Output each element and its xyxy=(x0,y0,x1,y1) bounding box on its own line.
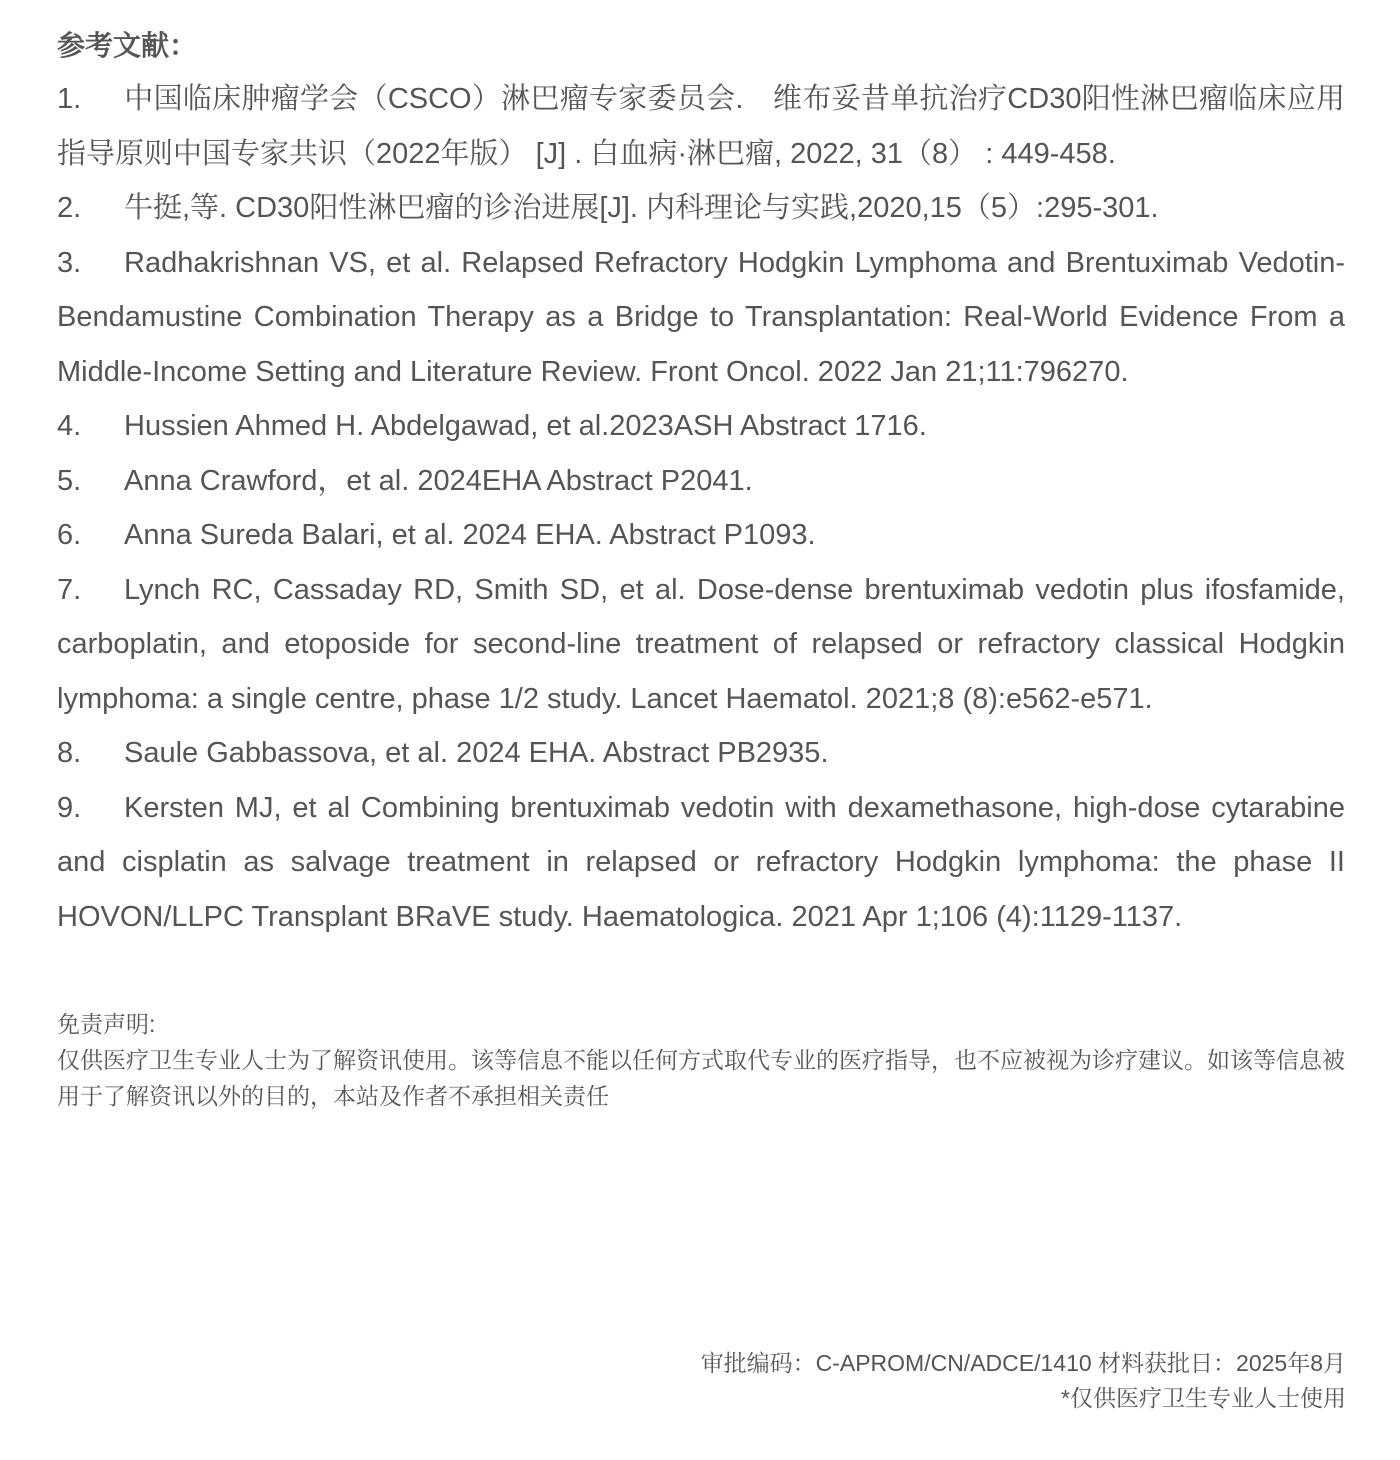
reference-item-5 xyxy=(57,454,1345,509)
reference-text: Kersten MJ, et al Combining brentuximab vedotin with dexamethasone, high-dose cytarabine and cisplatin as salvage treatment in relapsed or refractory Hodgkin lymphoma: the phase II HOVON/LLPC Transplant BRaVE study. Haematologica. 2021 Apr 1;106 (4):1129-1137. xyxy=(57,791,1345,933)
disclaimer-title: 免责声明: xyxy=(57,1011,156,1037)
reference-number: 3. xyxy=(57,246,82,279)
reference-text: Anna Sureda Balari, et al. 2024 EHA. Abstract P1093. xyxy=(124,519,816,551)
reference-text: Hussien Ahmed H. Abdelgawad, et al.2023ASH Abstract 1716. xyxy=(124,410,927,442)
approval-code: 审批编码：C-APROM/CN/ADCE/1410 材料获批日：2025年8月 xyxy=(700,1350,1346,1376)
reference-number: 1. xyxy=(57,83,82,115)
footer xyxy=(701,1346,1346,1416)
disclaimer-body: 仅供医疗卫生专业人士为了解资讯使用。该等信息不能以任何方式取代专业的医疗指导，也不应被视为诊疗建议。如该等信息被用于了解资讯以外的目的，本站及作者不承担相关责任 xyxy=(57,1047,1345,1109)
reference-list xyxy=(57,72,1345,944)
reference-text: Saule Gabbassova, et al. 2024 EHA. Abstract PB2935. xyxy=(124,737,829,769)
reference-text: 牛挺,等. CD30阳性淋巴瘤的诊治进展[J]. 内科理论与实践,2020,15（5）:295-301. xyxy=(124,192,1159,224)
disclaimer-section xyxy=(57,1006,1345,1114)
reference-item-3 xyxy=(57,236,1345,400)
reference-text: Lynch RC, Cassaday RD, Smith SD, et al. Dose-dense brentuximab vedotin plus ifosfamide, carboplatin, and etoposide for second-line treatment of relapsed or refractory classical Hodgkin lymphoma: a single centre, phase 1/2 study. Lancet Haematol. 2021;8 (8):e562-e571. xyxy=(57,573,1345,715)
reference-number: 6. xyxy=(57,519,82,551)
reference-item-8 xyxy=(57,726,1345,781)
reference-number: 4. xyxy=(57,410,82,442)
reference-number: 8. xyxy=(57,737,82,769)
reference-number: 5. xyxy=(57,464,82,497)
references-page xyxy=(57,0,1345,1114)
reference-number: 2. xyxy=(57,192,82,224)
reference-item-6 xyxy=(57,508,1345,563)
references-heading: 参考文献： xyxy=(57,30,198,61)
reference-text: Anna Crawford，et al. 2024EHA Abstract P2041. xyxy=(124,464,753,497)
reference-number: 9. xyxy=(57,791,82,824)
reference-item-9 xyxy=(57,781,1345,945)
reference-text: 中国临床肿瘤学会（CSCO）淋巴瘤专家委员会. 维布妥昔单抗治疗CD30阳性淋巴瘤临床应用指导原则中国专家共识（2022年版） [J] . 白血病·淋巴瘤, 2022, 31（8） : 449-458. xyxy=(57,83,1345,170)
reference-text: Radhakrishnan VS, et al. Relapsed Refractory Hodgkin Lymphoma and Brentuximab Vedotin-Bendamustine Combination Therapy as a Bridge to Transplantation: Real-World Evidence From a Middle-Income Setting and Literature Review. Front Oncol. 2022 Jan 21;11:796270. xyxy=(57,246,1345,388)
reference-item-2 xyxy=(57,181,1345,236)
reference-item-4 xyxy=(57,399,1345,454)
reference-item-7 xyxy=(57,563,1345,727)
audience-note: *仅供医疗卫生专业人士使用 xyxy=(1061,1385,1346,1411)
reference-number: 7. xyxy=(57,573,82,606)
reference-item-1 xyxy=(57,72,1345,181)
